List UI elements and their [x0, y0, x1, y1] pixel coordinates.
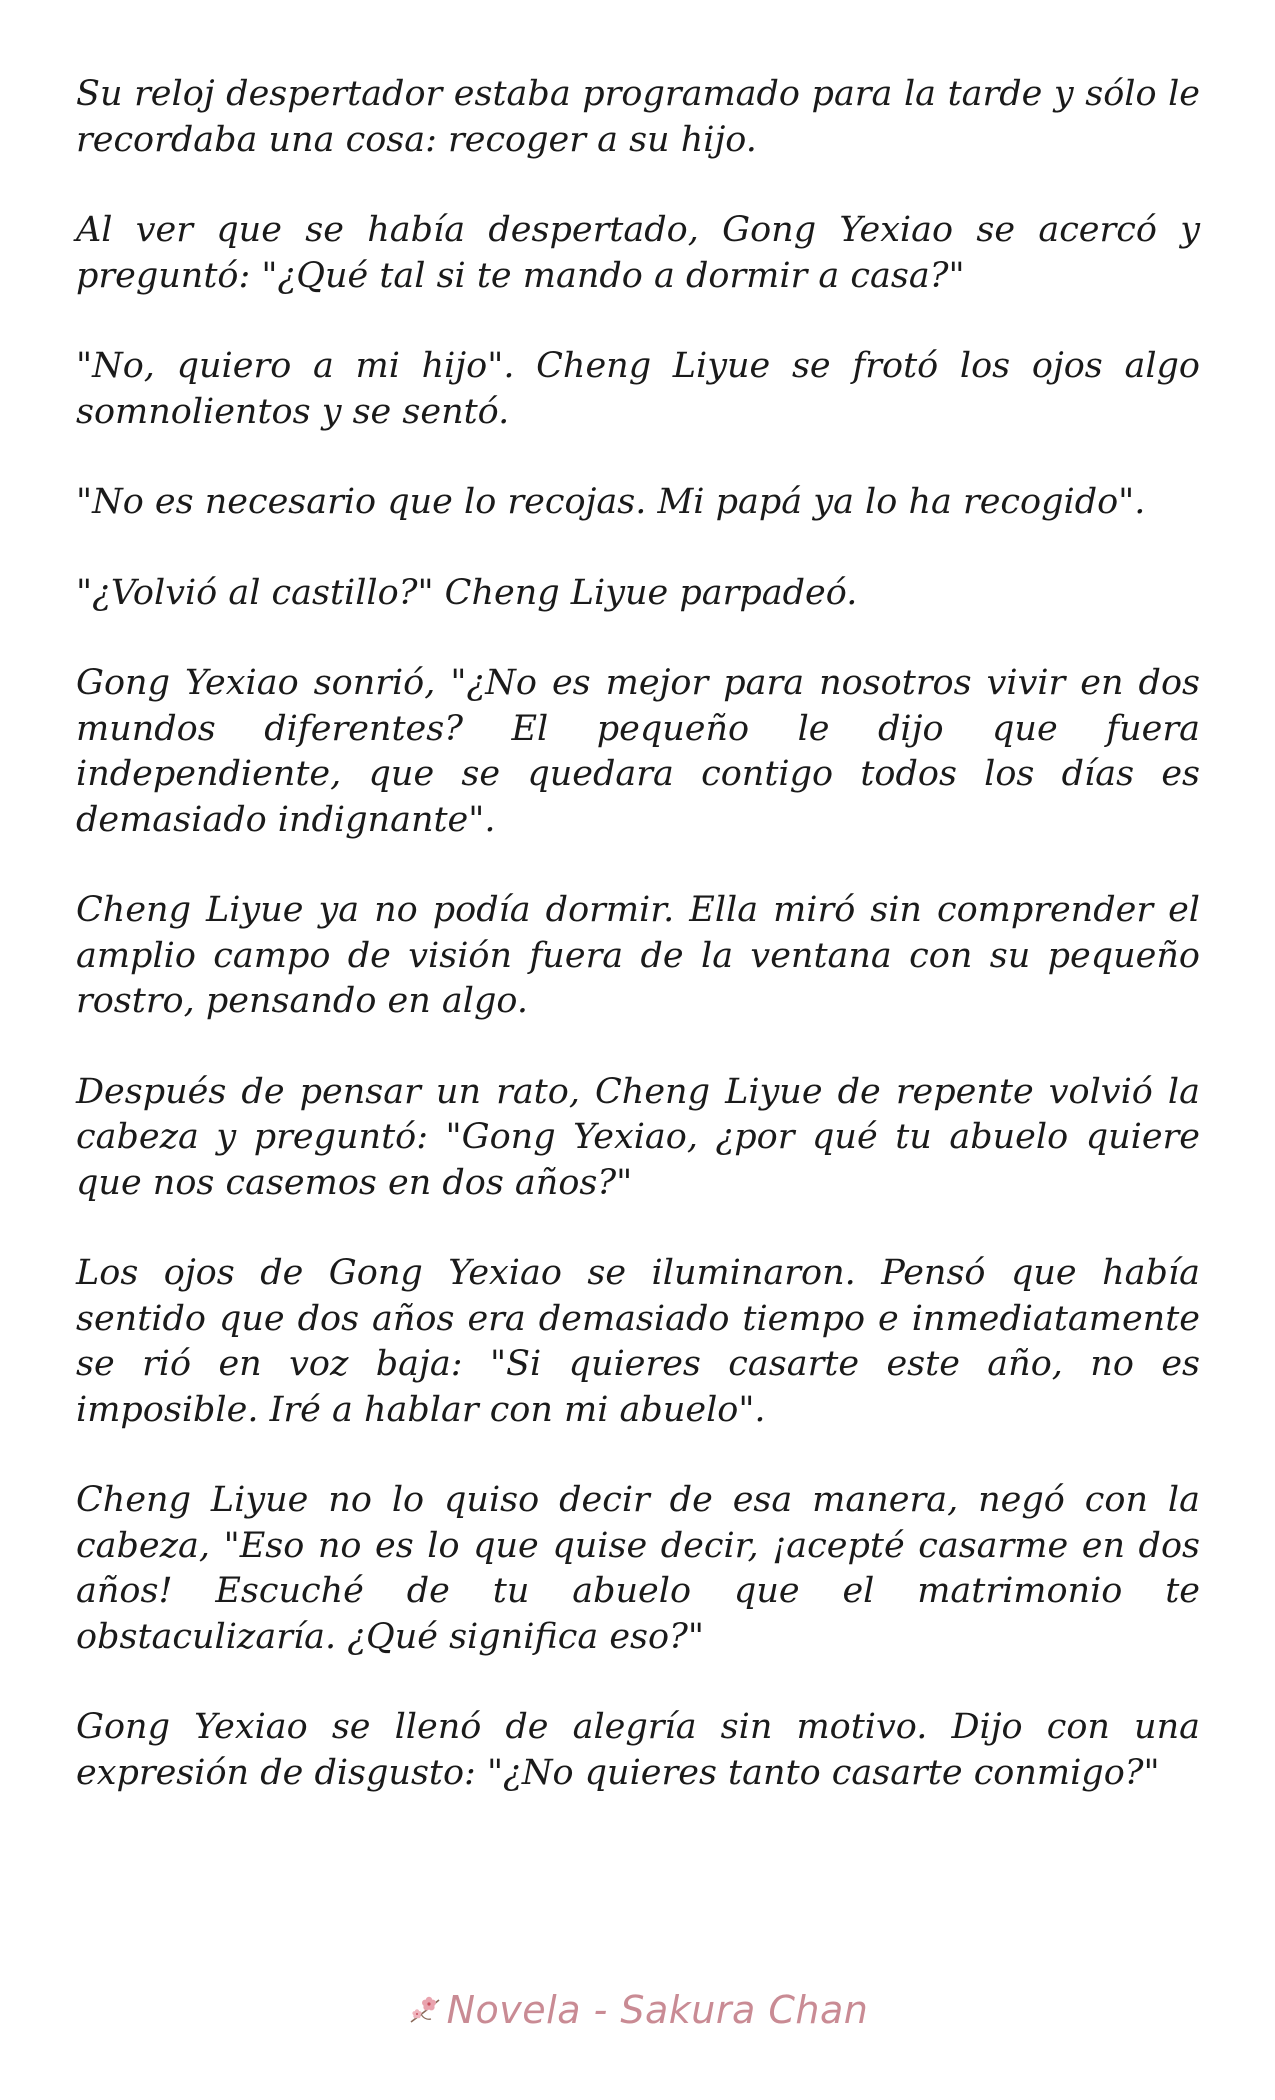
paragraph-9: Los ojos de Gong Yexiao se iluminaron. Pensó que había sentido que dos años era demasiado tiempo e inmediatamente se rió en voz baja: "Si quieres casarte este año, no es imposible. Iré a hablar con mi abuelo".: [76, 1253, 1200, 1430]
paragraph-10: Cheng Liyue no lo quiso decir de esa manera, negó con la cabeza, "Eso no es lo que quise decir, ¡acepté casarme en dos años! Escuché de tu abuelo que el matrimonio te obstaculizaría. ¿Qué significa eso?": [76, 1480, 1200, 1657]
watermark-footer: [0, 1988, 1275, 2032]
paragraph-8: Después de pensar un rato, Cheng Liyue de repente volvió la cabeza y preguntó: "Gong Yexiao, ¿por qué tu abuelo quiere que nos casemos en dos años?": [76, 1071, 1200, 1203]
paragraph-3: "No, quiero a mi hijo". Cheng Liyue se frotó los ojos algo somnolientos y se sentó.: [76, 346, 1200, 432]
cherry-blossom-icon: [407, 1992, 443, 2028]
paragraph-2: Al ver que se había despertado, Gong Yexiao se acercó y preguntó: "¿Qué tal si te mando a dormir a casa?": [76, 210, 1200, 296]
paragraph-4: "No es necesario que lo recojas. Mi papá ya lo ha recogido".: [76, 482, 1146, 522]
watermark: [407, 1988, 869, 2032]
paragraph-6: Gong Yexiao sonrió, "¿No es mejor para nosotros vivir en dos mundos diferentes? El pequeño le dijo que fuera independiente, que se quedara contigo todos los días es demasiado indignante".: [76, 663, 1200, 840]
story-text: [76, 72, 1200, 1841]
watermark-text: Novela - Sakura Chan: [446, 1988, 869, 2032]
paragraph-1: Su reloj despertador estaba programado para la tarde y sólo le recordaba una cosa: recoger a su hijo.: [76, 74, 1200, 160]
paragraph-7: Cheng Liyue ya no podía dormir. Ella miró sin comprender el amplio campo de visión fuera de la ventana con su pequeño rostro, pensando en algo.: [76, 890, 1200, 1021]
paragraph-5: "¿Volvió al castillo?" Cheng Liyue parpadeó.: [76, 572, 858, 613]
paragraph-11: Gong Yexiao se llenó de alegría sin motivo. Dijo con una expresión de disgusto: "¿No quieres tanto casarte conmigo?": [76, 1707, 1200, 1793]
